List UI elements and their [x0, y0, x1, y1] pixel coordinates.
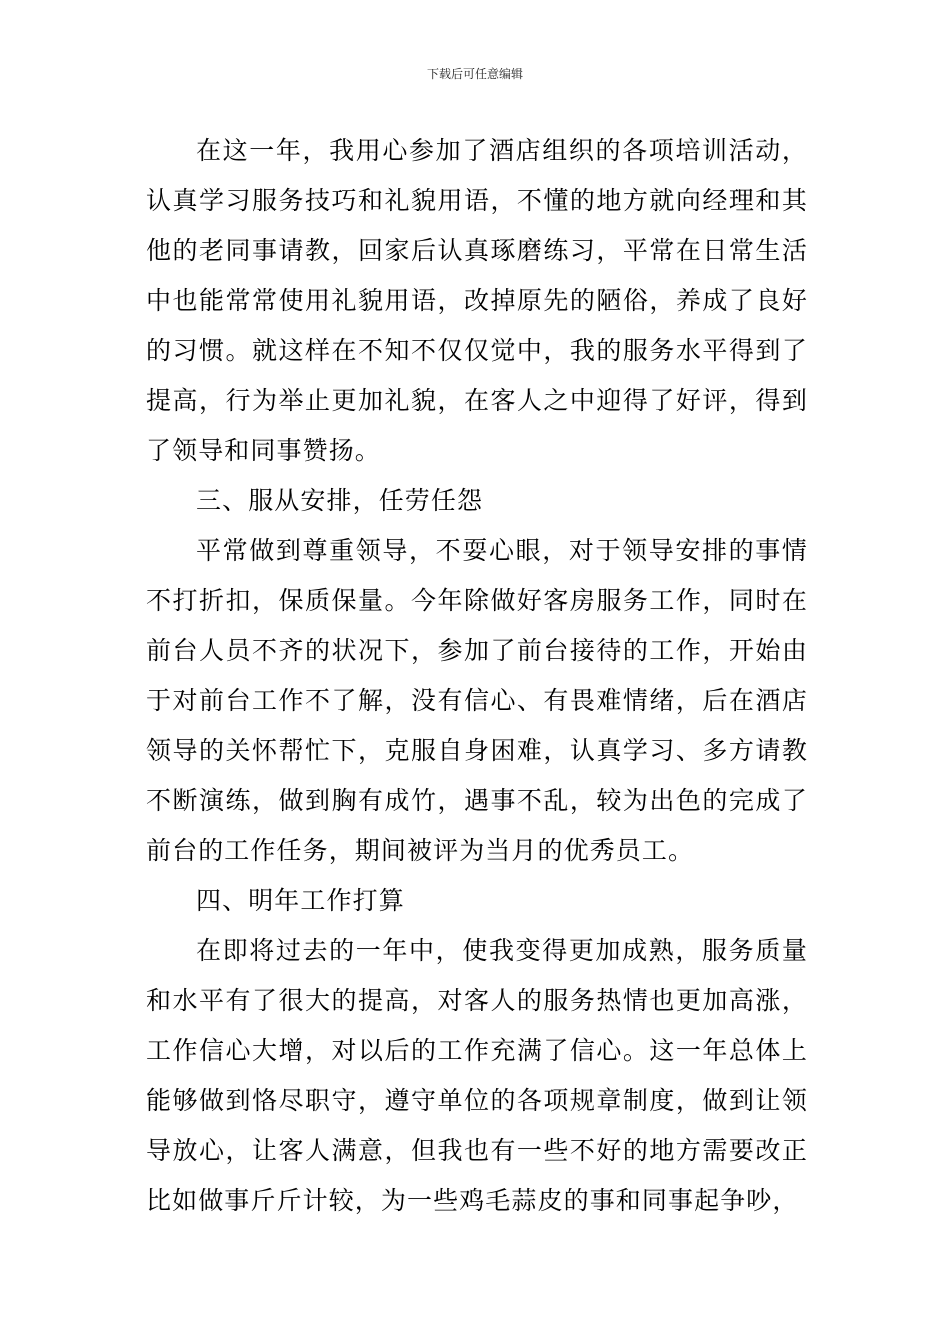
- document-body: [146, 126, 808, 1226]
- paragraph-training: 在这一年，我用心参加了酒店组织的各项培训活动，认真学习服务技巧和礼貌用语，不懂的地方就向经理和其他的老同事请教，回家后认真琢磨练习，平常在日常生活中也能常常使用礼貌用语，改掉原先的陋俗，养成了良好的习惯。就这样在不知不仅仅觉中，我的服务水平得到了提高，行为举止更加礼貌，在客人之中迎得了好评，得到了领导和同事赞扬。: [146, 136, 808, 465]
- paragraph-obey-arrangement: 平常做到尊重领导，不耍心眼，对于领导安排的事情不打折扣，保质保量。今年除做好客房服务工作，同时在前台人员不齐的状况下，参加了前台接待的工作，开始由于对前台工作不了解，没有信心、有畏难情绪，后在酒店领导的关怀帮忙下，克服自身困难，认真学习、多方请教不断演练，做到胸有成竹，遇事不乱，较为出色的完成了前台的工作任务，期间被评为当月的优秀员工。: [146, 536, 808, 865]
- section-heading-3: 三、服从安排，任劳任怨: [196, 486, 484, 515]
- paragraph-next-year-plan: 在即将过去的一年中，使我变得更加成熟，服务质量和水平有了很大的提高，对客人的服务热情也更加高涨，工作信心大增，对以后的工作充满了信心。这一年总体上能够做到恪尽职守，遵守单位的各项规章制度，做到让领导放心，让客人满意，但我也有一些不好的地方需要改正比如做事斤斤计较，为一些鸡毛蒜皮的事和同事起争吵，: [146, 936, 808, 1215]
- section-heading-4: 四、明年工作打算: [196, 886, 405, 915]
- header-note: 下载后可任意编辑: [426, 67, 523, 81]
